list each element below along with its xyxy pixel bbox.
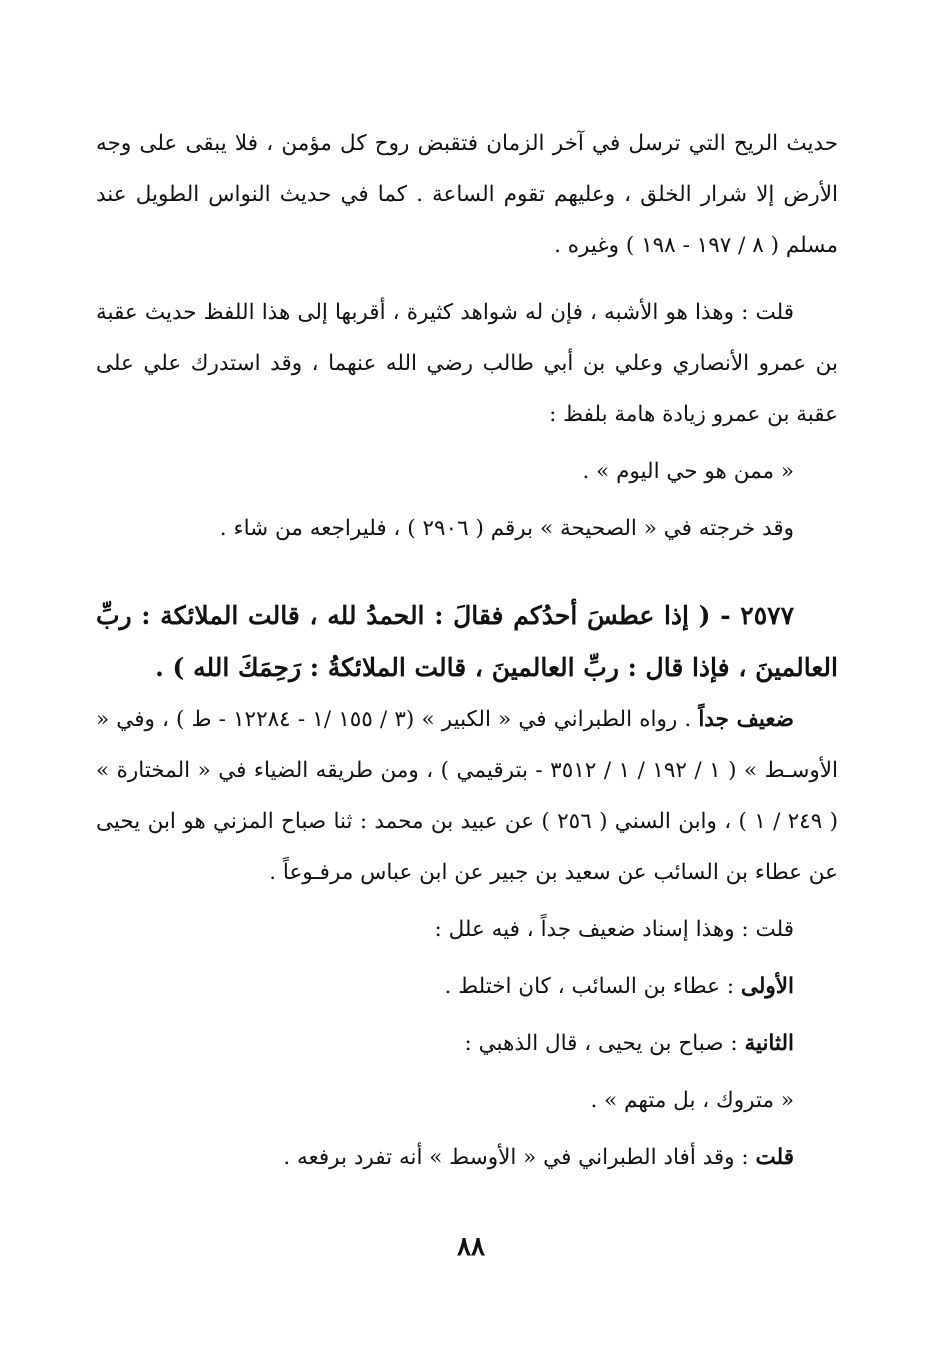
second-defect-text: : صباح بن يحيى ، قال الذهبي : — [464, 1031, 745, 1056]
hadith-text: ٢٥٧٧ - ( إذا عطسَ أحدُكم فقالَ : الحمدُ لله ، قالت الملائكة : ربِّ العالمينَ ، فإذا قال : ربِّ العالمينَ ، قالت الملائكةُ : رَحِمَكَ الله ) . — [96, 601, 838, 682]
paragraph-comment: قلت : وهذا هو الأشبه ، فإن له شواهد كثيرة ، أقربها إلى هذا اللفظ حديث عقبة بن عمرو الأنصاري وعلي بن أبي طالب رضي الله عنهما ، وقد استدرك علي على عقبة بن عمرو زيادة هامة بلفظ : — [96, 300, 838, 427]
paragraph-intro: حديث الريح التي ترسل في آخر الزمان فتقبض روح كل مؤمن ، فلا يبقى على وجه الأرض إلا شرار الخلق ، وعليهم تقوم الساعة . كما في حديث النواس الطويل عند مسلم ( ٨ / ١٩٧ - ١٩٨ ) وغيره . — [96, 131, 838, 258]
first-defect-text: : عطاء بن السائب ، كان اختلط . — [444, 974, 741, 999]
quote-alive-today: « ممن هو حي اليوم » . — [582, 459, 794, 484]
paragraph-conclusion — [96, 1132, 838, 1183]
paragraph-second-defect — [96, 1018, 838, 1069]
page-number: ٨٨ — [457, 1232, 485, 1262]
second-defect-label: الثانية — [744, 1031, 794, 1056]
quote-abandoned: « متروك ، بل متهم » . — [590, 1088, 794, 1113]
grading-text: . رواه الطبراني في « الكبير » (٣ / ١٥٥ /١ - ١٢٢٨٤ - ط ) ، وفي « الأوسـط » ( ١ / ١٩٢ / ١ / ٣٥١٢ - بترقيمي ) ، ومن طريقه الضياء في « المختارة » ( ٢٤٩ / ١ ) ، وابن السني ( ٢٥٦ ) عن عبيد بن محمد : ثنا صباح المزني هو ابن يحيى عن عطاء بن السائب عن سعيد بن جبير عن ابن عباس مرفـوعاً . — [96, 707, 838, 885]
grade-label: ضعيف جداً — [698, 707, 795, 732]
paragraph-reference: وقد خرجته في « الصحيحة » برقم ( ٢٩٠٦ ) ، فليراجعه من شاء . — [219, 516, 794, 541]
page-body — [96, 118, 838, 1183]
first-defect-label: الأولى — [740, 974, 794, 999]
conclusion-label: قلت — [755, 1145, 794, 1170]
paragraph-grading — [96, 694, 838, 898]
conclusion-text: : وقد أفاد الطبراني في « الأوسط » أنه تفرد برفعه . — [283, 1145, 756, 1170]
paragraph-weakness: قلت : وهذا إسناد ضعيف جداً ، فيه علل : — [434, 917, 794, 942]
paragraph-first-defect — [96, 961, 838, 1012]
